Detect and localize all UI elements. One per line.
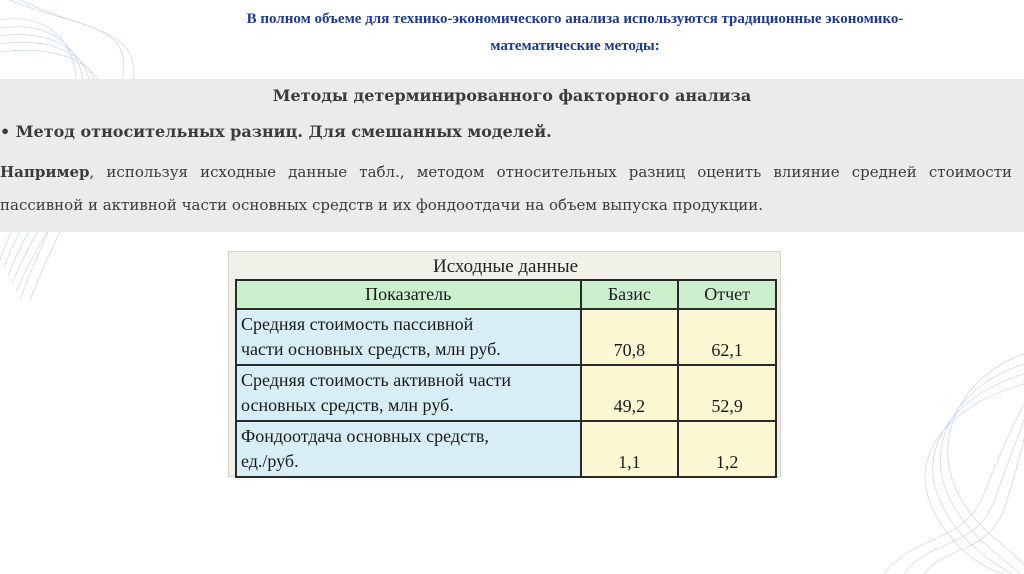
header-base: Базис: [581, 280, 679, 309]
indicator-line: основных средств, млн руб.: [241, 395, 454, 415]
header-indicator: Показатель: [236, 280, 581, 309]
indicator-line: Средняя стоимость пассивной: [241, 314, 474, 334]
table-caption: Исходные данные: [432, 256, 579, 277]
example-lead: Например: [0, 163, 90, 181]
method-bullet: • Метод относительных разниц. Для смешанных моделей.: [0, 122, 552, 141]
header-report: Отчет: [678, 280, 776, 309]
indicator-cell: [236, 421, 581, 477]
indicator-cell: [236, 309, 581, 365]
example-paragraph: [0, 156, 1012, 222]
table-row: [236, 421, 776, 477]
indicator-line: Средняя стоимость активной части: [241, 370, 512, 390]
base-value: 1,1: [581, 421, 679, 477]
decorative-wave-lines-bottom-right: [824, 314, 1024, 574]
table-row: [236, 309, 776, 365]
example-text: , используя исходные данные табл., методом относительных разниц оценить влияние средней стоимости пассивной и активной части основных средств и их фондоотдачи на объем выпуска продукции.: [0, 163, 1012, 214]
base-value: 70,8: [581, 309, 679, 365]
section-title: Методы детерминированного факторного анализа: [272, 86, 752, 105]
source-data-table: [235, 279, 777, 478]
table-row: [236, 365, 776, 421]
indicator-line: части основных средств, млн руб.: [241, 339, 501, 359]
indicator-line: ед./руб.: [241, 451, 299, 471]
indicator-cell: [236, 365, 581, 421]
slide-header: [180, 6, 970, 60]
base-value: 49,2: [581, 365, 679, 421]
table-header-row: [236, 280, 776, 309]
header-line-2: математические методы:: [490, 38, 660, 54]
indicator-line: Фондоотдача основных средств,: [241, 426, 489, 446]
header-line-1: В полном объеме для технико-экономического анализа используются традиционные экономико-: [246, 11, 904, 27]
report-value: 62,1: [678, 309, 776, 365]
report-value: 52,9: [678, 365, 776, 421]
report-value: 1,2: [678, 421, 776, 477]
source-data-table-figure: [228, 251, 781, 477]
